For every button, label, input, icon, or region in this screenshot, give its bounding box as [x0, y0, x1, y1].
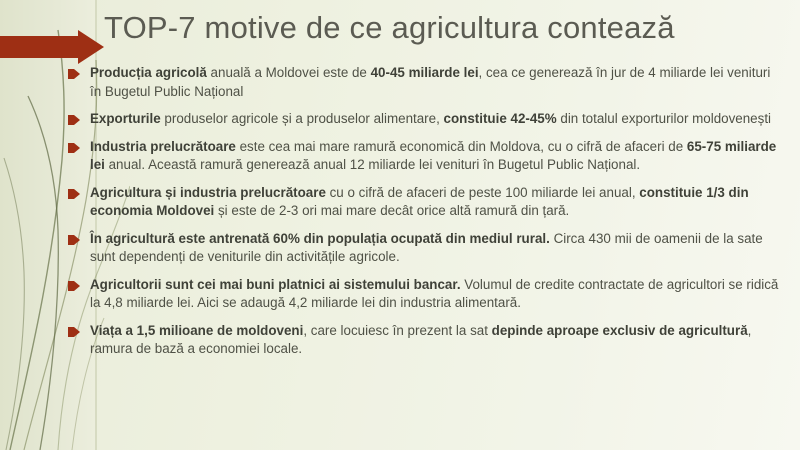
- text-segment: , ramura de bază a economiei locale.: [90, 322, 752, 356]
- text-segment: Industria prelucrătoare: [90, 138, 236, 154]
- arrow-bullet-icon: [68, 230, 86, 245]
- text-segment: Agricultorii sunt cei mai buni platnici ai sistemului bancar.: [90, 276, 461, 292]
- list-item: [68, 138, 784, 175]
- text-segment: Producția agricolă: [90, 65, 207, 80]
- arrow-bullet-icon: [68, 138, 86, 153]
- list-item-text: [90, 322, 784, 359]
- list-item-text: [90, 138, 784, 175]
- text-segment: produselor agricole și a produselor alimentare,: [160, 111, 444, 126]
- text-segment: depinde aproape exclusiv de agricultură: [491, 322, 748, 338]
- text-segment: 40-45 miliarde lei: [370, 65, 479, 80]
- list-item: [68, 276, 784, 313]
- text-segment: este cea mai mare ramură economică din Moldova, cu o cifră de afaceri de: [235, 138, 687, 154]
- text-segment: În agricultură este antrenată 60% din populația ocupată din mediul rural.: [90, 230, 550, 246]
- list-item: [68, 322, 784, 359]
- text-segment: , cea ce generează în jur de 4 miliarde lei venituri în Bugetul Public Național: [90, 65, 771, 99]
- list-item-text: [90, 276, 784, 313]
- bullet-list: [68, 64, 784, 368]
- text-segment: și este de 2-3 ori mai mare decât orice altă ramură din țară.: [214, 203, 570, 218]
- text-segment: din totalul exporturilor moldovenești: [556, 111, 772, 126]
- text-segment: 65-75 miliarde lei: [90, 138, 777, 172]
- text-segment: constituie 1/3 din economia Moldovei: [90, 184, 749, 218]
- arrow-bullet-icon: [68, 322, 86, 337]
- text-segment: , care locuiesc în prezent la sat: [303, 322, 492, 338]
- text-segment: constituie 42-45%: [443, 111, 557, 126]
- list-item: [68, 230, 784, 267]
- list-item: [68, 64, 784, 101]
- list-item: [68, 110, 784, 129]
- text-segment: cu o cifră de afaceri de peste 100 miliarde lei anual,: [325, 184, 640, 200]
- text-segment: Volumul de credite contractate de agricultori se ridică la 4,8 miliarde lei. Aici se adaugă 4,2 miliarde lei din industria alimentară.: [90, 276, 779, 310]
- accent-arrow-icon: [0, 30, 104, 64]
- list-item-text: [90, 64, 784, 101]
- list-item-text: [90, 110, 784, 129]
- list-item: [68, 184, 784, 221]
- arrow-bullet-icon: [68, 276, 86, 291]
- list-item-text: [90, 230, 784, 267]
- arrow-bullet-icon: [68, 110, 86, 125]
- arrow-bullet-icon: [68, 184, 86, 199]
- text-segment: Exporturile: [90, 111, 161, 126]
- text-segment: Viața a 1,5 milioane de moldoveni: [90, 322, 304, 338]
- arrow-bullet-icon: [68, 64, 86, 79]
- text-segment: anual. Această ramură generează anual 12 miliarde lei venituri în Bugetul Public Național.: [104, 157, 641, 172]
- list-item-text: [90, 184, 784, 221]
- text-segment: Agricultura și industria prelucrătoare: [90, 184, 326, 200]
- text-segment: Circa 430 mii de oamenii de la sate sunt dependenți de veniturile din activitățile agricole.: [90, 230, 763, 264]
- text-segment: anuală a Moldovei este de: [206, 65, 371, 80]
- page-title: TOP-7 motive de ce agricultura contează: [104, 10, 675, 45]
